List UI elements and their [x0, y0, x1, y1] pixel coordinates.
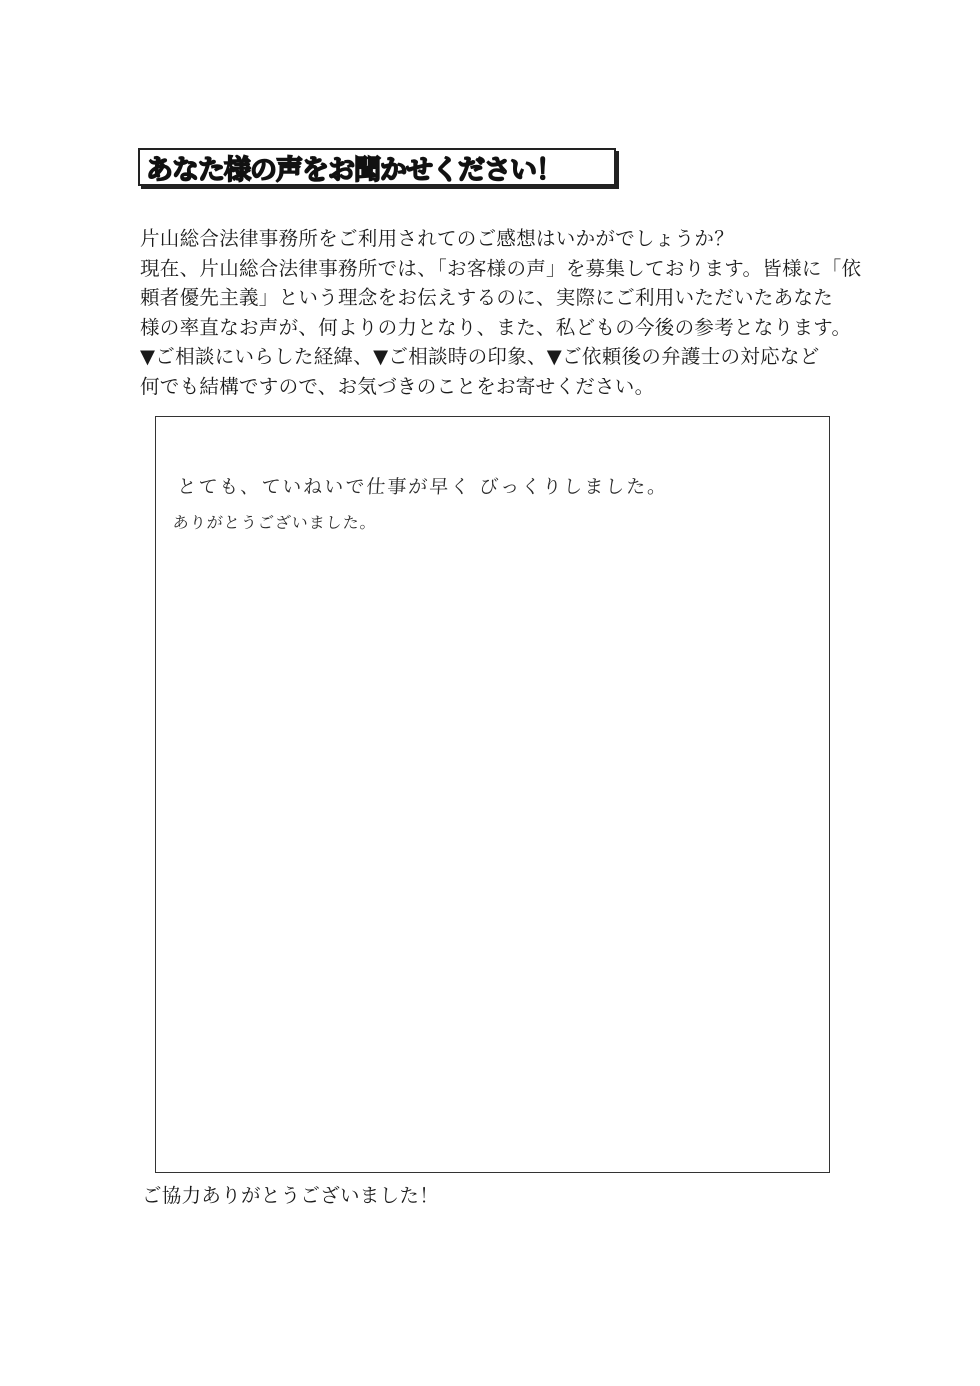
intro-line: 様の率直なお声が、何よりの力となり、また、私どもの今後の参考となります。: [140, 315, 852, 339]
intro-line: 片山総合法律事務所をご利用されてのご感想はいかがでしょうか？: [140, 227, 735, 250]
handwritten-comment: [173, 469, 669, 541]
handwritten-line: ありがとうございました。: [172, 513, 378, 532]
intro-paragraph: [140, 224, 862, 401]
title-box: [138, 148, 616, 186]
intro-line: 頼者優先主義」という理念をお伝えするのに、実際にご利用いただいたあなた: [140, 286, 834, 309]
page-title: あなた様の声をお聞かせください！: [146, 154, 562, 186]
comment-box: [155, 416, 830, 1173]
handwritten-line: とても、ていねいで仕事が早く びっくりしました。: [176, 476, 670, 498]
intro-line: 現在、片山総合法律事務所では、「お客様の声」を募集しております。皆様に「依: [140, 256, 862, 280]
intro-line: 何でも結構ですので、お気づきのことをお寄せください。: [140, 374, 655, 398]
intro-line: ▼ご相談にいらした経緯、▼ご相談時の印象、▼ご依頼後の弁護士の対応など: [140, 345, 820, 368]
closing-thanks: ご協力ありがとうございました！: [142, 1184, 440, 1207]
